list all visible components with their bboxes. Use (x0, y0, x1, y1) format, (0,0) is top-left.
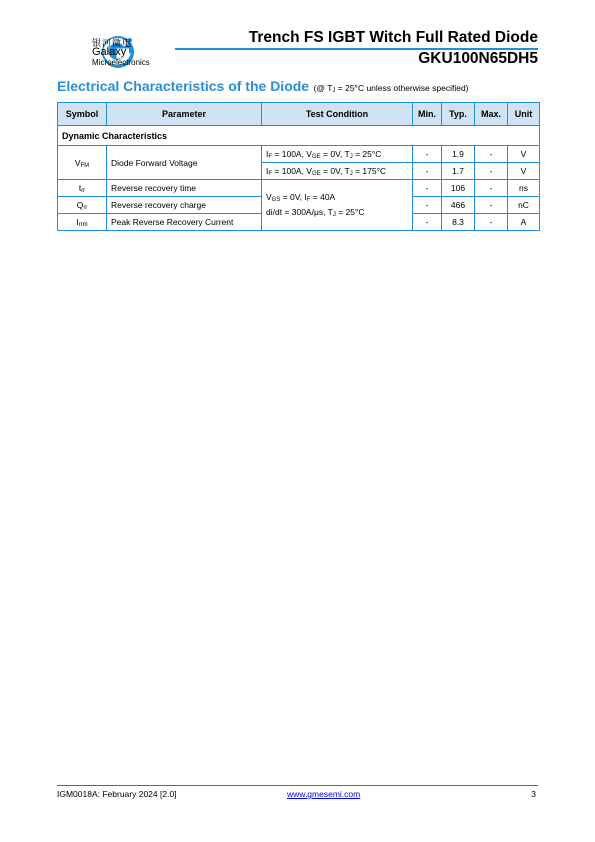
col-header-min: Min. (413, 103, 442, 126)
parameter-cell: Reverse recovery time (107, 180, 262, 197)
section-title: Electrical Characteristics of the Diode (57, 78, 310, 94)
col-header-unit: Unit (508, 103, 540, 126)
unit-cell: V (508, 163, 540, 180)
col-header-test-condition: Test Condition (262, 103, 413, 126)
section-heading (57, 78, 469, 96)
col-header-parameter: Parameter (107, 103, 262, 126)
max-cell: - (475, 146, 508, 163)
table-row (58, 180, 540, 197)
document-title: Trench FS IGBT Witch Full Rated Diode (248, 29, 538, 46)
symbol-cell: $Q_{rr}$ (58, 197, 107, 214)
page-number: 3 (531, 789, 536, 799)
min-cell: - (413, 197, 442, 214)
typ-cell: 1.7 (442, 163, 475, 180)
condition-cell: $I_F = 100A$, $V_{GE} = 0V$, $T_J = 25^\circ C$ (262, 146, 413, 163)
shared-condition-cell: $V_{GS} = 0V$, $I_F = 40A$ di/dt = 300A/μs, $T_J = 25^\circ C$ (262, 180, 413, 231)
section-condition: (@ $T_J = 25^\circ C$ unless otherwise specified) (313, 83, 469, 94)
col-header-typ: Typ. (442, 103, 475, 126)
table-row (58, 146, 540, 163)
footer-rule (57, 785, 538, 786)
min-cell: - (413, 214, 442, 231)
logo-chinese-name: 银河微电 (92, 39, 133, 49)
footer-website-link[interactable]: www.gmesemi.com (287, 789, 361, 799)
condition-cell: $I_F = 100A$, $V_{GE} = 0V$, $T_J = 175^\circ C$ (262, 163, 413, 180)
group-label: Dynamic Characteristics (58, 126, 540, 146)
parameter-cell: Reverse recovery charge (107, 197, 262, 214)
unit-cell: V (508, 146, 540, 163)
typ-cell: 8.3 (442, 214, 475, 231)
logo-company-subname: Microelectronics (92, 58, 150, 67)
col-header-symbol: Symbol (58, 103, 107, 126)
symbol-cell: $I_{rrm}$ (58, 214, 107, 231)
typ-cell: 466 (442, 197, 475, 214)
min-cell: - (413, 180, 442, 197)
diode-characteristics-table (57, 102, 540, 231)
unit-cell: nC (508, 197, 540, 214)
symbol-cell: $t_{rr}$ (58, 180, 107, 197)
table-header-row (58, 103, 540, 126)
max-cell: - (475, 180, 508, 197)
unit-cell: ns (508, 180, 540, 197)
typ-cell: 106 (442, 180, 475, 197)
typ-cell: 1.9 (442, 146, 475, 163)
unit-cell: A (508, 214, 540, 231)
parameter-cell: Peak Reverse Recovery Current (107, 214, 262, 231)
parameter-cell: Diode Forward Voltage (107, 146, 262, 180)
min-cell: - (413, 163, 442, 180)
col-header-max: Max. (475, 103, 508, 126)
max-cell: - (475, 197, 508, 214)
part-number: GKU100N65DH5 (418, 50, 538, 67)
footer-doc-id: IGM0018A: February 2024 [2.0] (57, 789, 177, 799)
max-cell: - (475, 214, 508, 231)
symbol-cell: $V_{FM}$ (58, 146, 107, 180)
table-group-row (58, 126, 540, 146)
logo-company-name: Galaxy (92, 46, 127, 58)
max-cell: - (475, 163, 508, 180)
min-cell: - (413, 146, 442, 163)
